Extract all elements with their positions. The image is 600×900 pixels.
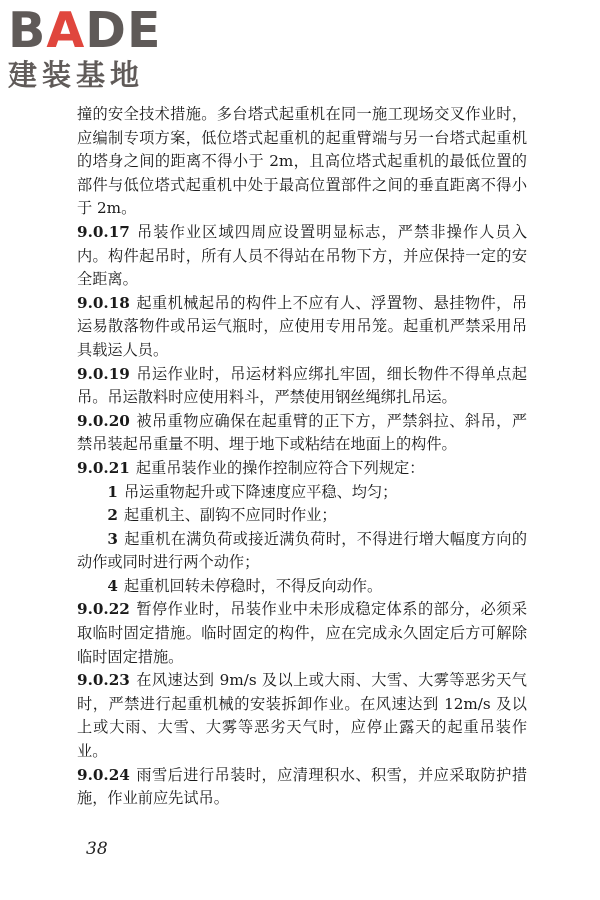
clause-9-0-19: [77, 363, 527, 410]
clause-text: 被吊重物应确保在起重臂的正下方，严禁斜拉、斜吊，严禁吊装起吊重量不明、埋于地下或粘结在地面上的构件。: [77, 411, 527, 454]
list-item-number: 1: [107, 482, 118, 501]
list-item-number: 4: [107, 576, 118, 595]
clause-number: 9.0.23: [77, 671, 130, 690]
clause-text: 暂停作业时，吊装作业中未形成稳定体系的部分，必须采取临时固定措施。临时固定的构件，应在完成永久固定后方可解除临时固定措施。: [77, 600, 527, 666]
clause-9-0-20: [77, 410, 527, 457]
page-number: 38: [86, 839, 108, 859]
list-item: [77, 575, 527, 599]
list-item: [77, 504, 527, 528]
clause-9-0-18: [77, 292, 527, 363]
list-item-text: 吊运重物起升或下降速度应平稳、均匀；: [123, 482, 398, 501]
bade-logo: [8, 2, 178, 98]
logo-letter-a: A: [46, 2, 86, 59]
list-item-number: 3: [107, 529, 118, 548]
clause-9-0-17: [77, 221, 527, 292]
logo-letters-de: DE: [85, 2, 162, 59]
clause-number: 9.0.18: [77, 293, 130, 312]
list-item: [77, 528, 527, 575]
clause-text: 在风速达到 9m/s 及以上或大雨、大雪、大雾等恶劣天气时，严禁进行起重机械的安装拆卸作业。在风速达到 12m/s 及以上或大雨、大雪、大雾等恶劣天气时，应停止露天的起重吊装作业。: [77, 671, 527, 761]
list-item-text: 起重机在满负荷或接近满负荷时，不得进行增大幅度方向的动作或同时进行两个动作；: [77, 529, 527, 572]
clause-text: 起重吊装作业的操作控制应符合下列规定：: [135, 458, 425, 477]
clause-number: 9.0.24: [77, 765, 130, 784]
logo-subtitle: 建装基地: [8, 58, 145, 92]
clause-9-0-23: [77, 669, 527, 763]
clause-text: 吊运作业时，吊运材料应绑扎牢固，细长物件不得单点起吊。吊运散料时应使用料斗，严禁使用钢丝绳绑扎吊运。: [77, 364, 527, 407]
list-item-text: 起重机主、副钩不应同时作业；: [123, 506, 337, 525]
clause-number: 9.0.20: [77, 411, 130, 430]
logo-letter-b: B: [8, 2, 47, 59]
clause-number: 9.0.21: [77, 458, 130, 477]
list-item: [77, 481, 527, 505]
document-body: [77, 103, 527, 811]
clause-text: 雨雪后进行吊装时，应清理积水、积雪，并应采取防护措施，作业前应先试吊。: [77, 765, 527, 808]
clause-text: 吊装作业区域四周应设置明显标志，严禁非操作人员入内。构件起吊时，所有人员不得站在吊物下方，并应保持一定的安全距离。: [77, 222, 527, 289]
clause-9-0-22: [77, 598, 527, 669]
list-item-number: 2: [107, 506, 118, 525]
list-item-text: 起重机回转未停稳时，不得反向动作。: [123, 576, 383, 595]
clause-9-0-24: [77, 764, 527, 811]
clause-number: 9.0.17: [77, 222, 130, 241]
continuation-paragraph: 撞的安全技术措施。多台塔式起重机在同一施工现场交叉作业时，应编制专项方案，低位塔式起重机的起重臂端与另一台塔式起重机的塔身之间的距离不得小于 2m，且高位塔式起重机的最低位置的部件与低位塔式起重机中处于最高位置部件之间的垂直距离不得小于 2m。: [77, 105, 527, 218]
clause-9-0-21: [77, 457, 527, 481]
clause-text: 起重机械起吊的构件上不应有人、浮置物、悬挂物件，吊运易散落物件或吊运气瓶时，应使用专用吊笼。起重机严禁采用吊具载运人员。: [77, 293, 527, 359]
logo-wordmark: [8, 2, 178, 59]
clause-number: 9.0.19: [77, 364, 130, 383]
clause-number: 9.0.22: [77, 600, 130, 619]
